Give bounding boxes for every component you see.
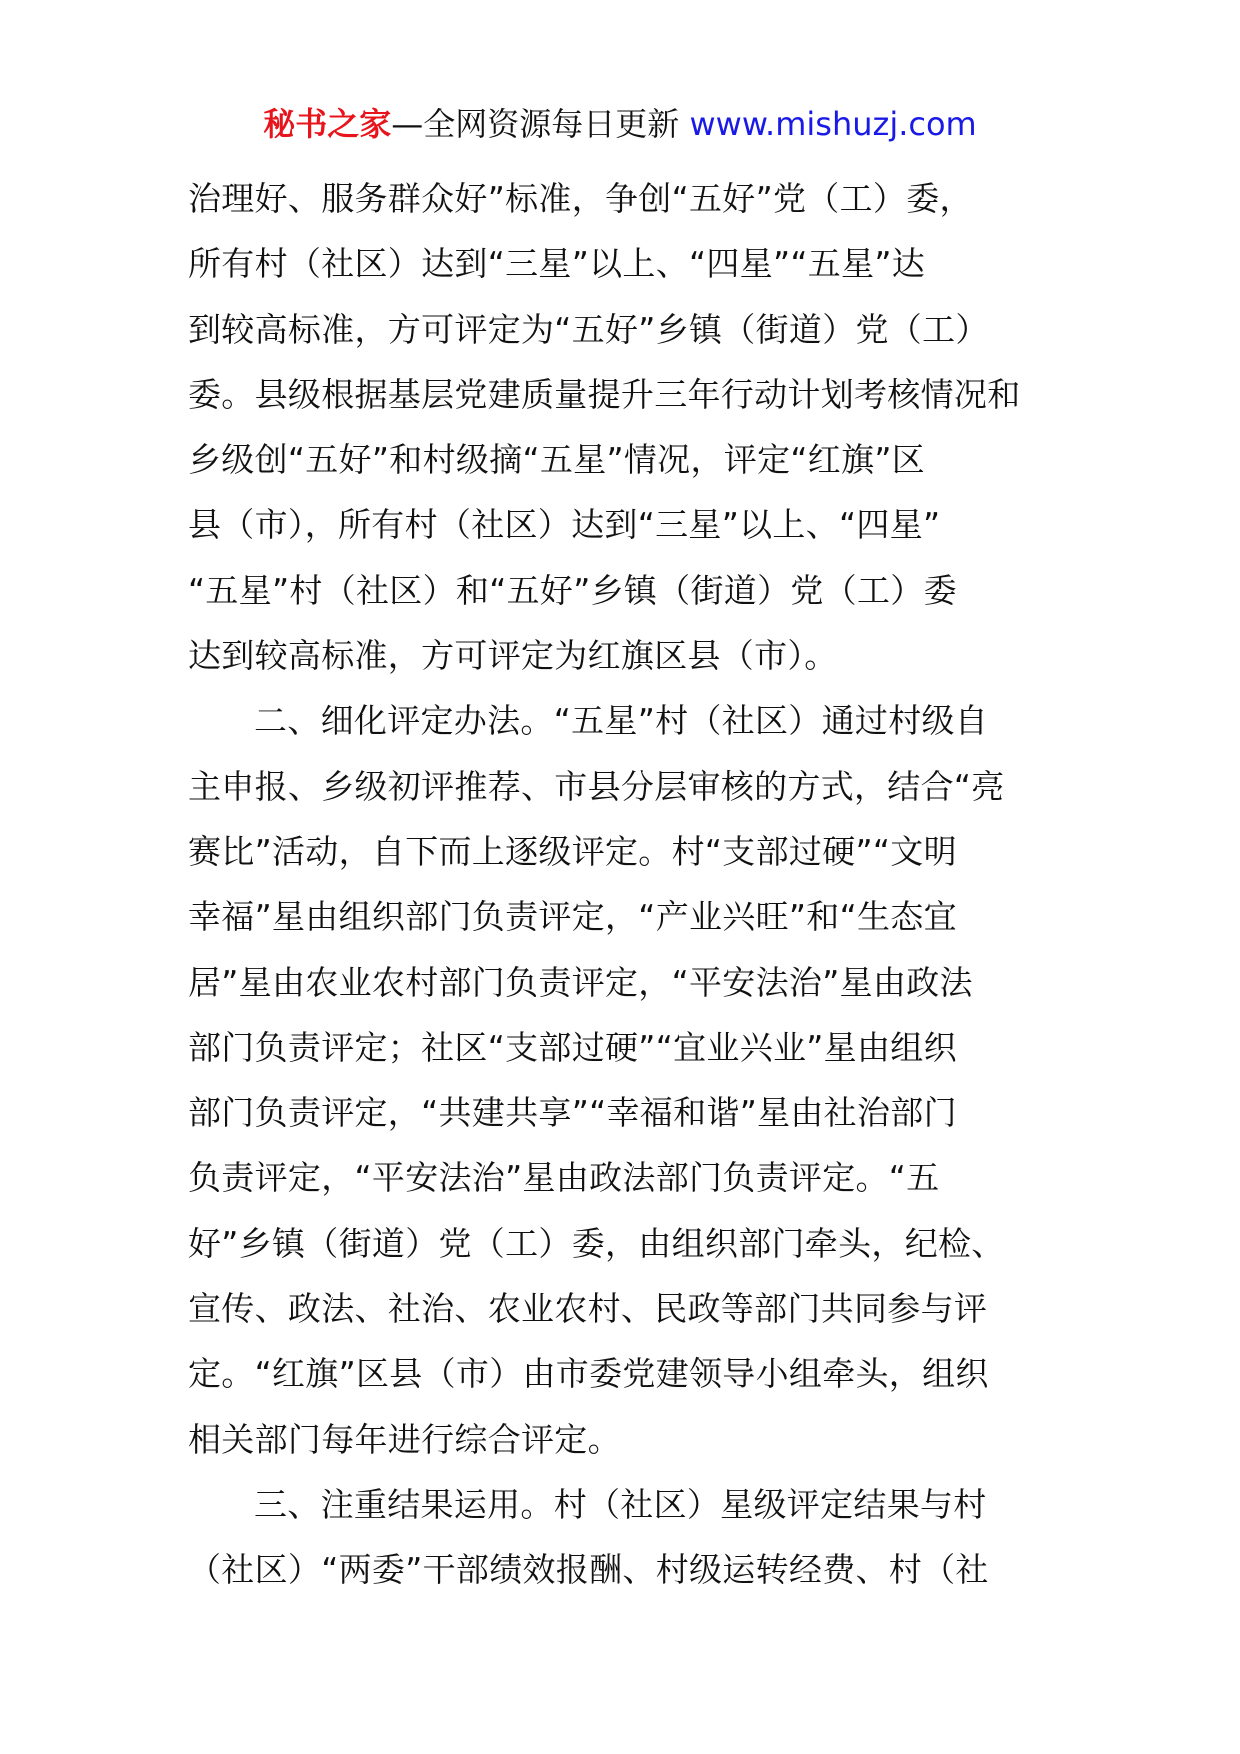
- document-text-line: “五星”村（社区）和“五好”乡镇（街道）党（工）委: [188, 570, 957, 610]
- document-text-line: 三、注重结果运用。村（社区）星级评定结果与村: [254, 1484, 987, 1524]
- document-text-line: 二、细化评定办法。“五星”村（社区）通过村级自: [254, 701, 989, 741]
- document-text-line: 负责评定，“平安法治”星由政法部门负责评定。“五: [188, 1158, 940, 1198]
- document-text-line: 主申报、乡级初评推荐、市县分层审核的方式，结合“亮: [188, 766, 1005, 806]
- site-brand: 秘书之家: [263, 105, 392, 143]
- document-text-line: 达到较高标准，方可评定为红旗区县（市）。: [188, 636, 838, 676]
- document-text-line: 相关部门每年进行综合评定。: [188, 1419, 621, 1459]
- site-header: [0, 98, 1240, 150]
- document-text-line: 部门负责评定，“共建共享”“幸福和谐”星由社治部门: [188, 1093, 957, 1133]
- document-text-line: 好”乡镇（街道）党（工）委，由组织部门牵头，纪检、: [188, 1223, 1005, 1263]
- document-text-line: 委。县级根据基层党建质量提升三年行动计划考核情况和: [188, 374, 1021, 414]
- document-text-line: 到较高标准，方可评定为“五好”乡镇（街道）党（工）: [188, 309, 989, 349]
- document-text-line: （社区）“两委”干部绩效报酬、村级运转经费、村（社: [188, 1550, 989, 1590]
- document-body: [188, 166, 1058, 1603]
- document-text-line: 县（市），所有村（社区）达到“三星”以上、“四星”: [188, 505, 941, 545]
- document-text-line: 居”星由农业农村部门负责评定，“平安法治”星由政法: [188, 962, 973, 1002]
- document-text-line: 宣传、政法、社治、农业农村、民政等部门共同参与评: [188, 1289, 988, 1329]
- document-text-line: 部门负责评定；社区“支部过硬”“宜业兴业”星由组织: [188, 1027, 957, 1067]
- document-text-line: 赛比”活动，自下而上逐级评定。村“支部过硬”“文明: [188, 831, 957, 871]
- document-text-line: 乡级创“五好”和村级摘“五星”情况，评定“红旗”区: [188, 440, 926, 480]
- document-text-line: 幸福”星由组织部门负责评定，“产业兴旺”和“生态宜: [188, 897, 957, 937]
- document-text-line: 定。“红旗”区县（市）由市委党建领导小组牵头，组织: [188, 1354, 989, 1394]
- document-text-line: 治理好、服务群众好”标准，争创“五好”党（工）委，: [188, 179, 973, 218]
- site-url-link[interactable]: www.mishuzj.com: [689, 105, 977, 143]
- document-text-line: 所有村（社区）达到“三星”以上、“四星”“五星”达: [188, 244, 926, 284]
- site-slogan: —全网资源每日更新: [391, 105, 680, 143]
